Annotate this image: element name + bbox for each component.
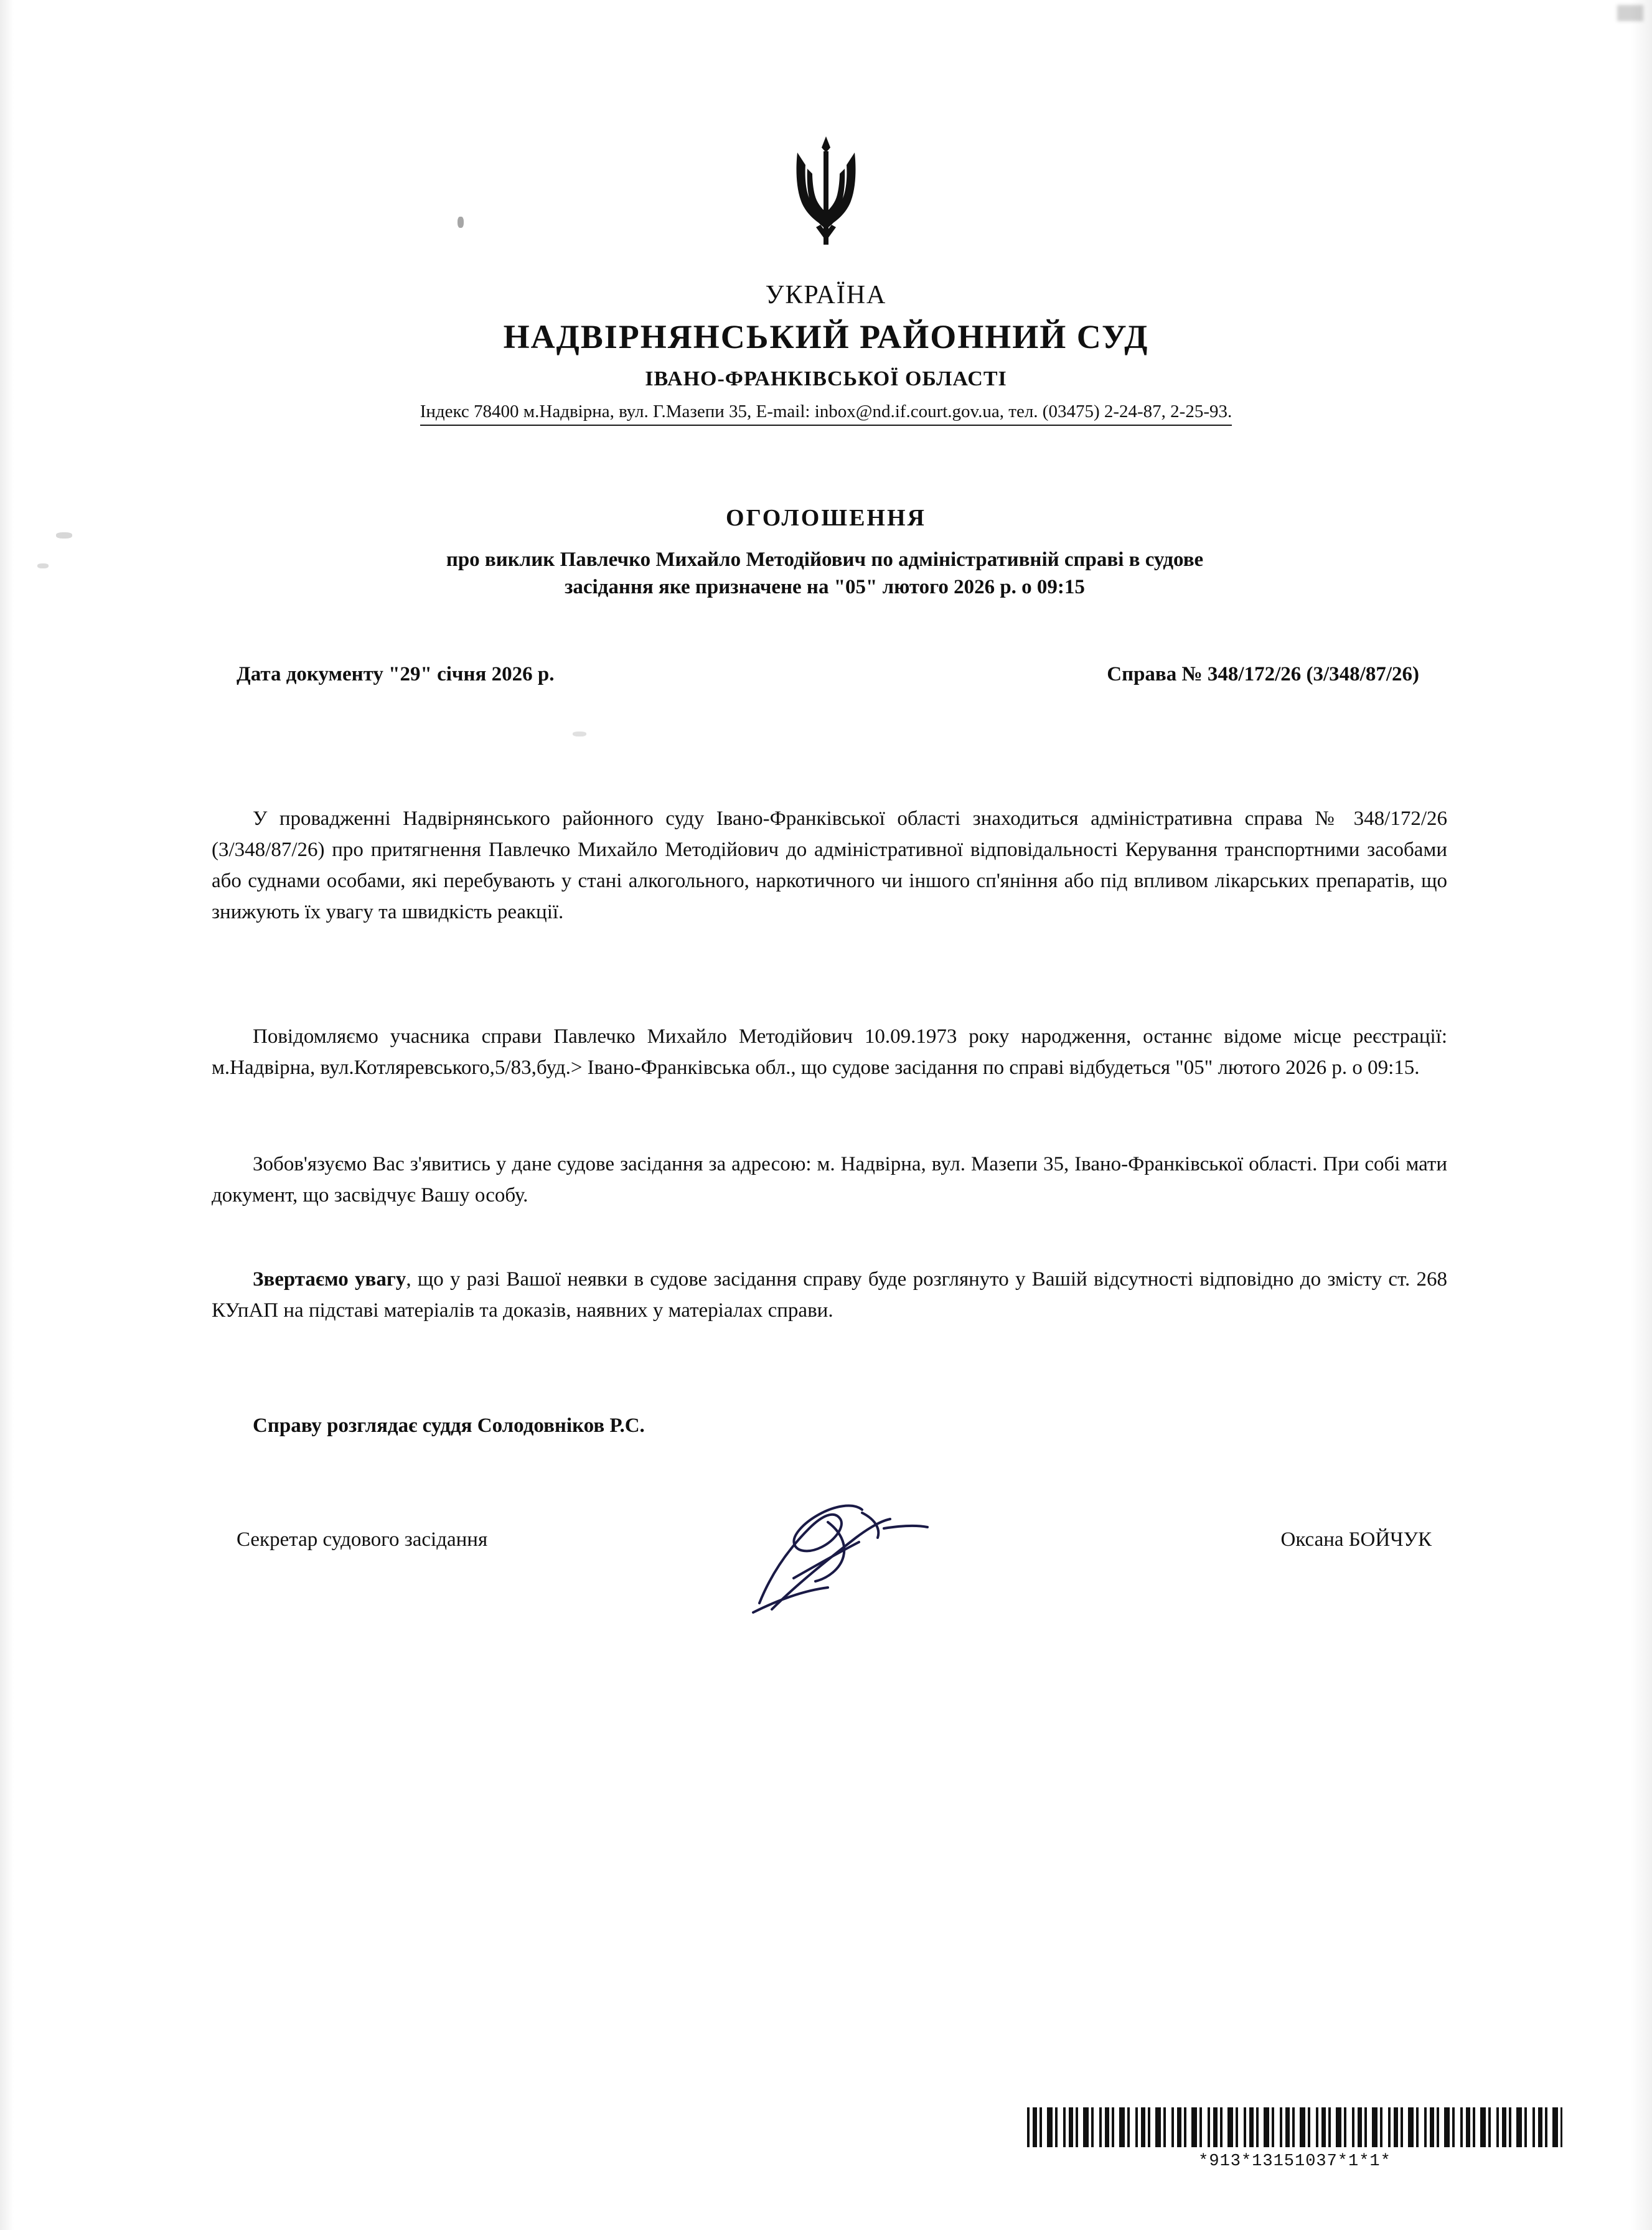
signature-role: Секретар судового засідання	[237, 1528, 488, 1551]
court-name: НАДВІРНЯНСЬКИЙ РАЙОННИЙ СУД	[503, 318, 1149, 355]
paragraph-text: Повідомляємо учасника справи Павлечко Михайло Методійович 10.09.1973 року народження, останнє відоме місце реєстрації: м.Надвірна, вул.Котляревського,5/83,буд.> Івано-Франківська обл., що судове засідання по справі відбудеться "05" лютого 2026 р. о 09:15.	[212, 1025, 1447, 1080]
coat-of-arms-container	[0, 134, 1652, 255]
paragraph-text: У провадженні Надвірнянського районного суду Івано-Франківської області знаходиться адміністративна справа № 348/172/26 (3/348/87/26) про притягнення Павлечко Михайло Методійович до адміністративної відповідальності Керування транспортними засобами або суднами особами, які перебувають у стані алкогольного, наркотичного чи іншого сп'яніння або під впливом лікарських препаратів, що знижують їх увагу та швидкість реакції.	[212, 807, 1447, 924]
attention-rest: , що у разі Вашої неявки в судове засідання справу буде розглянуто у Вашій відсутності відповідно до змісту ст. 268 КУпАП на підставі матеріалів та доказів, наявних у матеріалах справи.	[212, 1268, 1448, 1322]
announcement-subtitle-line-1: про виклик Павлечко Михайло Методійович по адміністративній справі в судове	[446, 548, 1204, 571]
ukraine-trident-coat-of-arms-icon	[789, 134, 863, 252]
scan-corner-smudge	[1617, 5, 1643, 21]
body-paragraph-2	[212, 1021, 1447, 1104]
document-meta-row	[237, 663, 1419, 686]
document-date: Дата документу "29" січня 2026 р.	[237, 663, 555, 685]
signature-name: Оксана БОЙЧУК	[1280, 1528, 1432, 1551]
barcode-icon	[1027, 2107, 1562, 2147]
announcement-subtitle-line-2: засідання яке призначене на "05" лютого 2026 р. о 09:15	[565, 575, 1085, 598]
judge-line: Справу розглядає суддя Солодовніков Р.С.	[253, 1414, 645, 1437]
announcement-title: ОГОЛОШЕННЯ	[726, 505, 926, 531]
signature-row	[237, 1528, 1432, 1551]
scan-speck	[573, 732, 586, 736]
body-paragraph-1	[212, 803, 1447, 949]
case-number: Справа № 348/172/26 (3/348/87/26)	[1107, 663, 1419, 685]
scan-speck	[37, 563, 49, 568]
paragraph-text	[212, 1264, 1447, 1326]
body-paragraph-3	[212, 1149, 1447, 1232]
court-region: ІВАНО-ФРАНКІВСЬКОЇ ОБЛАСТІ	[645, 367, 1007, 390]
scan-speck	[56, 532, 72, 539]
barcode-value: *913*13151037*1*1*	[1198, 2152, 1391, 2171]
paragraph-text: Зобов'язуємо Вас з'явитись у дане судове засідання за адресою: м. Надвірна, вул. Мазепи 35, Івано-Франківської області. При собі мати документ, що засвідчує Вашу особу.	[212, 1153, 1447, 1207]
body-paragraph-5	[212, 1410, 1447, 1462]
handwritten-signature	[734, 1485, 971, 1628]
attention-label: Звертаємо увагу	[253, 1268, 406, 1291]
court-contacts-text: Індекс 78400 м.Надвірна, вул. Г.Мазепи 35, E-mail: inbox@nd.if.court.gov.ua, тел. (03475) 2-24-87, 2-25-93.	[420, 402, 1232, 426]
body-paragraph-4	[212, 1264, 1447, 1347]
announcement-subtitle	[205, 547, 1444, 601]
court-contacts	[0, 402, 1652, 426]
barcode-block	[1027, 2107, 1562, 2171]
country-title: УКРАЇНА	[765, 281, 887, 309]
